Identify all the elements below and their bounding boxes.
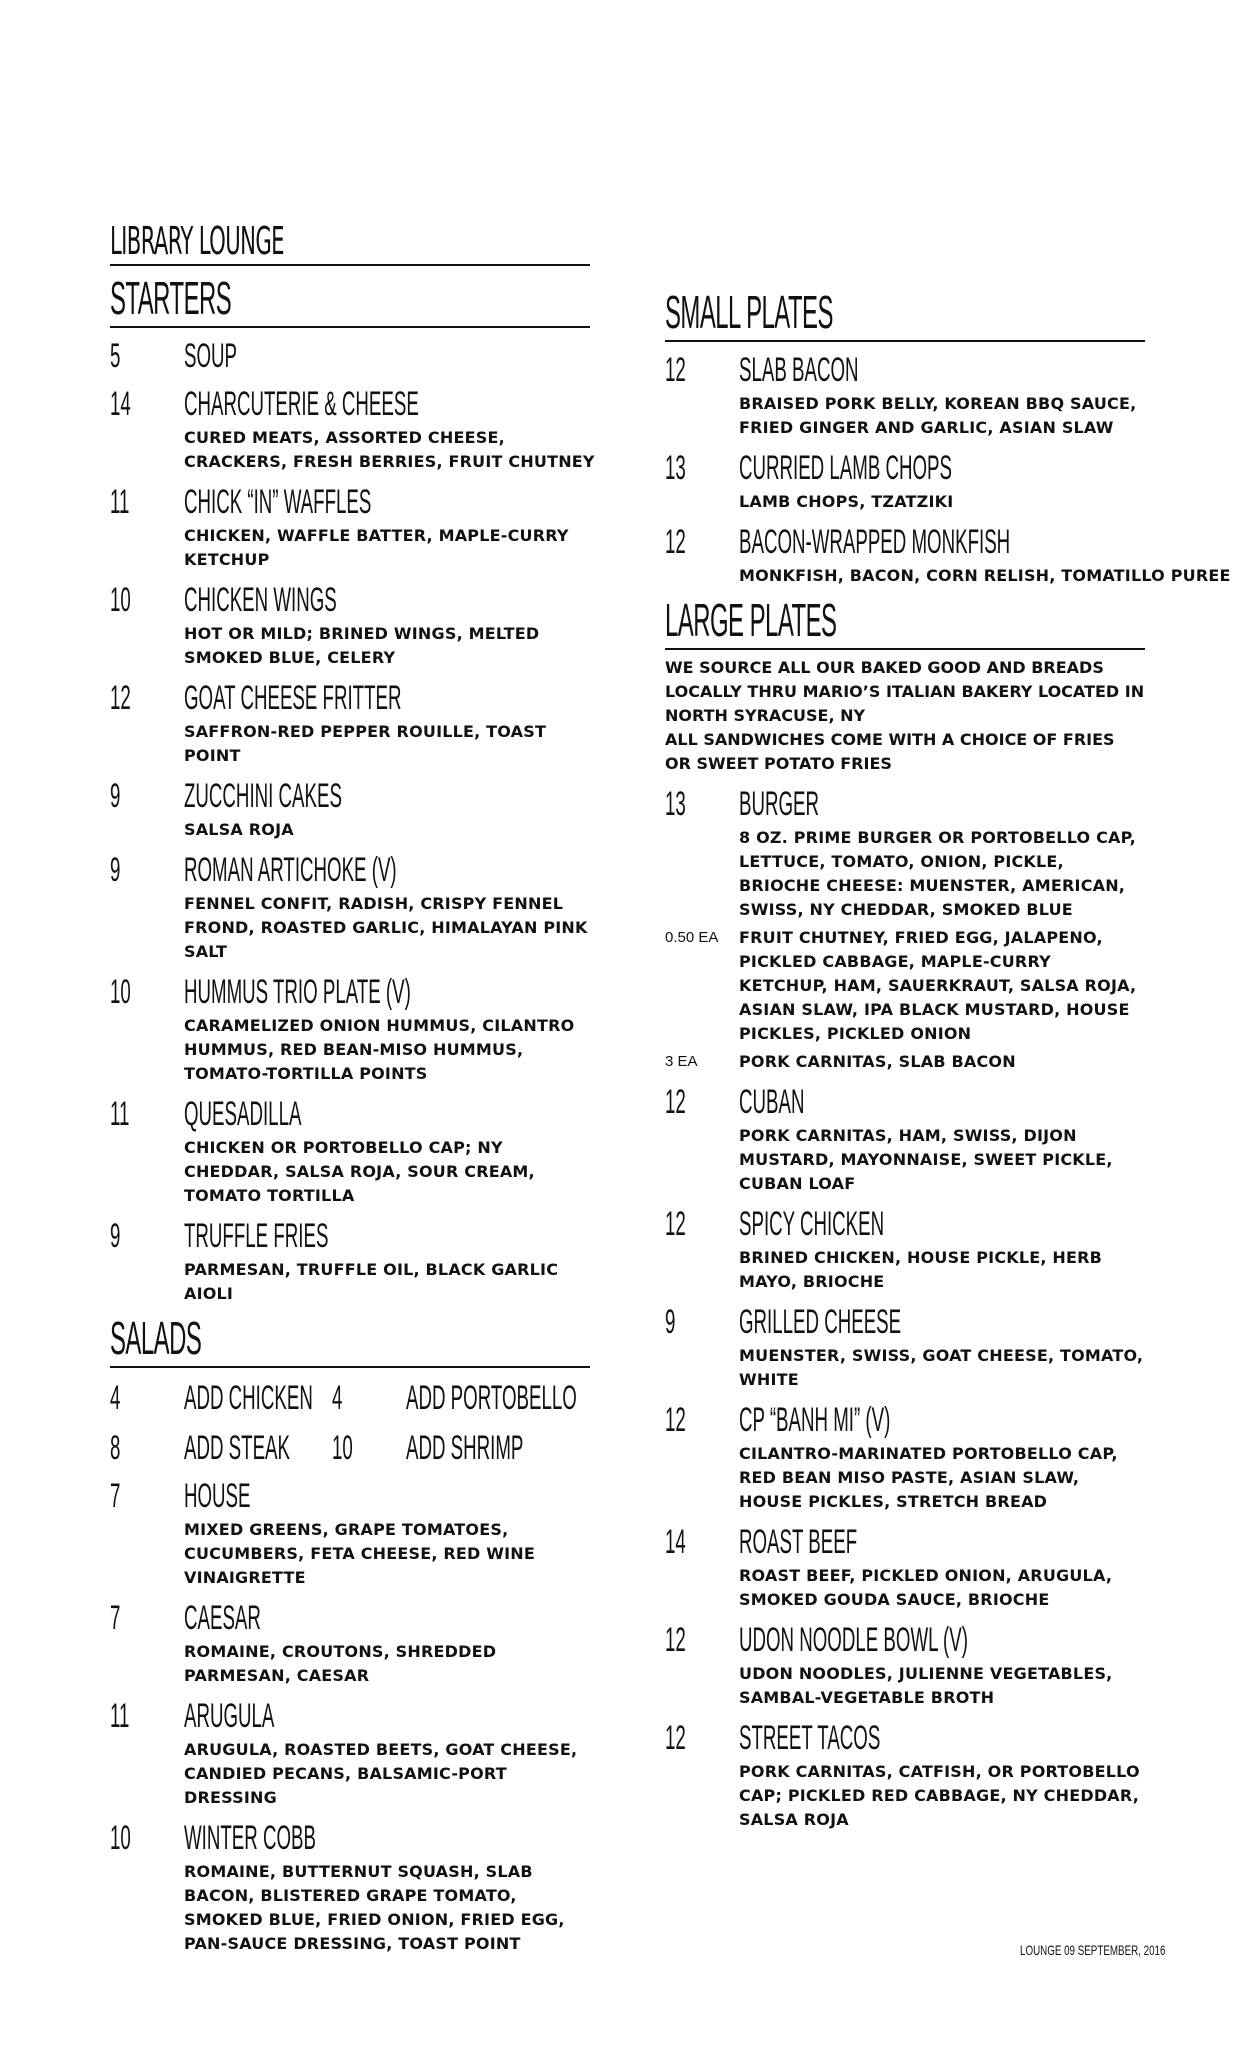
item-name: UDON NOODLE BOWL (V) — [739, 1621, 968, 1659]
addon-price: 8 — [110, 1429, 121, 1467]
menu-item — [665, 522, 1231, 588]
item-name: CHARCUTERIE & CHEESE — [184, 385, 419, 423]
menu-item — [110, 1598, 590, 1688]
item-name: SLAB BACON — [739, 351, 859, 389]
extras-description: PORK CARNITAS, SLAB BACON — [739, 1052, 1016, 1071]
item-description: FENNEL CONFIT, RADISH, CRISPY FENNEL FROND, ROASTED GARLIC, HIMALAYAN PINK SALT — [184, 894, 588, 961]
large-plates-list — [665, 1082, 1145, 1832]
small-plates-rule — [665, 340, 1145, 342]
item-description: CHICKEN, WAFFLE BATTER, MAPLE-CURRY KETCHUP — [184, 526, 569, 569]
item-name: BACON-WRAPPED MONKFISH — [739, 523, 1011, 561]
addon-name: ADD PORTOBELLO — [406, 1379, 577, 1417]
item-price: 9 — [665, 1303, 676, 1341]
item-description: PARMESAN, TRUFFLE OIL, BLACK GARLIC AIOLI — [184, 1260, 559, 1303]
addon-row — [110, 1428, 590, 1468]
salads-heading: SALADS — [110, 1312, 202, 1364]
item-description: MIXED GREENS, GRAPE TOMATOES, CUCUMBERS, FETA CHEESE, RED WINE VINAIGRETTE — [184, 1520, 536, 1587]
large-plates-heading: LARGE PLATES — [665, 594, 837, 646]
item-name: ROMAN ARTICHOKE (V) — [184, 851, 397, 889]
sourcing-note: WE SOURCE ALL OUR BAKED GOOD AND BREADS LOCALLY THRU MARIO’S ITALIAN BAKERY LOCATED IN NORTH SYRACUSE, NY — [665, 658, 1145, 725]
menu-item — [665, 1082, 1145, 1196]
item-price: 12 — [665, 1621, 686, 1659]
item-description: CARAMELIZED ONION HUMMUS, CILANTRO HUMMUS, RED BEAN-MISO HUMMUS, TOMATO-TORTILLA POINTS — [184, 1016, 575, 1083]
item-name: CURRIED LAMB CHOPS — [739, 449, 953, 487]
menu-item — [110, 678, 590, 768]
item-name: ROAST BEEF — [739, 1523, 858, 1561]
item-name: BURGER — [739, 785, 820, 823]
salads-rule — [110, 1366, 590, 1368]
item-name: SPICY CHICKEN — [739, 1205, 885, 1243]
item-description: CILANTRO-MARINATED PORTOBELLO CAP, RED BEAN MISO PASTE, ASIAN SLAW, HOUSE PICKLES, STRETCH BREAD — [739, 1444, 1118, 1511]
item-name: GOAT CHEESE FRITTER — [184, 679, 402, 717]
item-description: ROMAINE, CROUTONS, SHREDDED PARMESAN, CAESAR — [184, 1642, 497, 1685]
extras-row — [665, 926, 1145, 1046]
item-price: 10 — [110, 1819, 131, 1857]
item-price: 5 — [110, 337, 121, 375]
menu-item — [110, 850, 590, 964]
sandwich-note: ALL SANDWICHES COME WITH A CHOICE OF FRIES OR SWEET POTATO FRIES — [665, 730, 1115, 773]
item-price: 9 — [110, 851, 121, 889]
item-price: 12 — [665, 1205, 686, 1243]
addon-name: ADD SHRIMP — [406, 1429, 524, 1467]
item-description: UDON NOODLES, JULIENNE VEGETABLES, SAMBAL-VEGETABLE BROTH — [739, 1664, 1113, 1707]
item-price: 14 — [665, 1523, 686, 1561]
item-description: MUENSTER, SWISS, GOAT CHEESE, TOMATO, WHITE — [739, 1346, 1144, 1389]
item-description: ROMAINE, BUTTERNUT SQUASH, SLAB BACON, BLISTERED GRAPE TOMATO, SMOKED BLUE, FRIED ONION, FRIED EGG, PAN-SAUCE DRESSING, TOAST POINT — [184, 1862, 565, 1953]
extras-row — [665, 1050, 1145, 1074]
left-column — [110, 219, 595, 1956]
item-name: ARUGULA — [184, 1697, 275, 1735]
item-price: 9 — [110, 777, 121, 815]
item-description: ROAST BEEF, PICKLED ONION, ARUGULA, SMOKED GOUDA SAUCE, BRIOCHE — [739, 1566, 1113, 1609]
salads-list — [110, 1476, 590, 1956]
menu-item — [110, 384, 595, 474]
item-name: TRUFFLE FRIES — [184, 1217, 329, 1255]
extras-description: FRUIT CHUTNEY, FRIED EGG, JALAPENO, PICKLED CABBAGE, MAPLE-CURRY KETCHUP, HAM, SAUERKRAUT, SALSA ROJA, ASIAN SLAW, IPA BLACK MUSTARD, HOUSE PICKLES, PICKLED ONION — [739, 928, 1137, 1043]
menu-item — [665, 1302, 1145, 1392]
menu-item — [110, 1094, 590, 1208]
item-price: 7 — [110, 1477, 121, 1515]
item-name: GRILLED CHEESE — [739, 1303, 902, 1341]
item-name: CP “BANH MI” (V) — [739, 1401, 891, 1439]
addon-name: ADD CHICKEN — [184, 1379, 313, 1417]
item-price: 13 — [665, 785, 686, 823]
menu-item — [665, 1522, 1145, 1612]
menu-item — [665, 1620, 1145, 1710]
footer-date: LOUNGE 09 SEPTEMBER, 2016 — [1020, 1942, 1166, 1958]
addon-row — [110, 1378, 590, 1418]
item-price: 12 — [110, 679, 131, 717]
menu-item — [665, 448, 1145, 514]
menu-item — [110, 336, 590, 376]
starters-list — [110, 336, 595, 1306]
item-price: 14 — [110, 385, 131, 423]
item-description: SALSA ROJA — [184, 820, 294, 839]
restaurant-title: LIBRARY LOUNGE — [110, 219, 284, 263]
large-plates-section — [665, 594, 1145, 1832]
addon-price: 4 — [110, 1379, 121, 1417]
item-description: PORK CARNITAS, CATFISH, OR PORTOBELLO CAP; PICKLED RED CABBAGE, NY CHEDDAR, SALSA ROJA — [739, 1762, 1140, 1829]
item-name: ZUCCHINI CAKES — [184, 777, 342, 815]
menu-item — [665, 1718, 1145, 1832]
item-price: 10 — [110, 973, 131, 1011]
item-description: LAMB CHOPS, TZATZIKI — [739, 492, 954, 511]
menu-item — [665, 350, 1145, 440]
menu-item — [110, 1216, 590, 1306]
item-description: PORK CARNITAS, HAM, SWISS, DIJON MUSTARD, MAYONNAISE, SWEET PICKLE, CUBAN LOAF — [739, 1126, 1113, 1193]
item-description: SAFFRON-RED PEPPER ROUILLE, TOAST POINT — [184, 722, 547, 765]
addon-name: ADD STEAK — [184, 1429, 290, 1467]
item-description: MONKFISH, BACON, CORN RELISH, TOMATILLO PUREE — [739, 566, 1231, 585]
addon-price: 4 — [332, 1379, 343, 1417]
menu-item — [665, 1400, 1145, 1514]
extras-price: 3 EA — [665, 1053, 698, 1070]
menu-item — [665, 784, 1145, 922]
item-name: CHICK “IN” WAFFLES — [184, 483, 372, 521]
right-column — [665, 286, 1231, 1832]
item-name: WINTER COBB — [184, 1819, 316, 1857]
starters-section — [110, 272, 595, 1306]
menu-item — [110, 1476, 590, 1590]
item-description: HOT OR MILD; BRINED WINGS, MELTED SMOKED BLUE, CELERY — [184, 624, 540, 667]
small-plates-heading: SMALL PLATES — [665, 286, 833, 338]
item-description: CURED MEATS, ASSORTED CHEESE, CRACKERS, FRESH BERRIES, FRUIT CHUTNEY — [184, 428, 595, 471]
starters-rule — [110, 326, 590, 328]
item-name: HUMMUS TRIO PLATE (V) — [184, 973, 411, 1011]
item-description: CHICKEN OR PORTOBELLO CAP; NY CHEDDAR, SALSA ROJA, SOUR CREAM, TOMATO TORTILLA — [184, 1138, 535, 1205]
burger-extras — [665, 926, 1145, 1074]
extras-price: 0.50 EA — [665, 929, 719, 946]
menu-item — [110, 972, 590, 1086]
addon-price: 10 — [332, 1429, 353, 1467]
small-plates-section — [665, 286, 1231, 588]
item-price: 13 — [665, 449, 686, 487]
salad-addons — [110, 1378, 590, 1468]
item-price: 7 — [110, 1599, 121, 1637]
menu-item — [110, 580, 590, 670]
title-rule — [110, 264, 590, 266]
starters-heading: STARTERS — [110, 272, 232, 324]
item-name: CHICKEN WINGS — [184, 581, 337, 619]
item-price: 11 — [110, 1095, 130, 1133]
item-name: HOUSE — [184, 1477, 251, 1515]
large-plates-rule — [665, 648, 1145, 650]
item-price: 9 — [110, 1217, 121, 1255]
item-description: BRAISED PORK BELLY, KOREAN BBQ SAUCE, FRIED GINGER AND GARLIC, ASIAN SLAW — [739, 394, 1137, 437]
salads-section — [110, 1312, 590, 1956]
item-description: 8 OZ. PRIME BURGER OR PORTOBELLO CAP, LETTUCE, TOMATO, ONION, PICKLE, BRIOCHE CHEESE: MUENSTER, AMERICAN, SWISS, NY CHEDDAR, SMOKED BLUE — [739, 828, 1136, 919]
item-price: 12 — [665, 1719, 686, 1757]
item-price: 12 — [665, 351, 686, 389]
item-name: QUESADILLA — [184, 1095, 302, 1133]
item-price: 12 — [665, 523, 686, 561]
item-name: STREET TACOS — [739, 1719, 881, 1757]
item-name: CAESAR — [184, 1599, 261, 1637]
item-description: BRINED CHICKEN, HOUSE PICKLE, HERB MAYO, BRIOCHE — [739, 1248, 1103, 1291]
menu-item — [110, 1818, 590, 1956]
item-price: 10 — [110, 581, 131, 619]
menu-item — [665, 1204, 1145, 1294]
menu-item — [110, 1696, 590, 1810]
item-description: ARUGULA, ROASTED BEETS, GOAT CHEESE, CANDIED PECANS, BALSAMIC-PORT DRESSING — [184, 1740, 578, 1807]
menu-item — [110, 482, 590, 572]
item-price: 12 — [665, 1083, 686, 1121]
item-price: 11 — [110, 483, 130, 521]
small-plates-list — [665, 350, 1231, 588]
item-name: CUBAN — [739, 1083, 805, 1121]
menu-item — [110, 776, 590, 842]
item-price: 12 — [665, 1401, 686, 1439]
item-price: 11 — [110, 1697, 130, 1735]
item-name: SOUP — [184, 337, 237, 375]
